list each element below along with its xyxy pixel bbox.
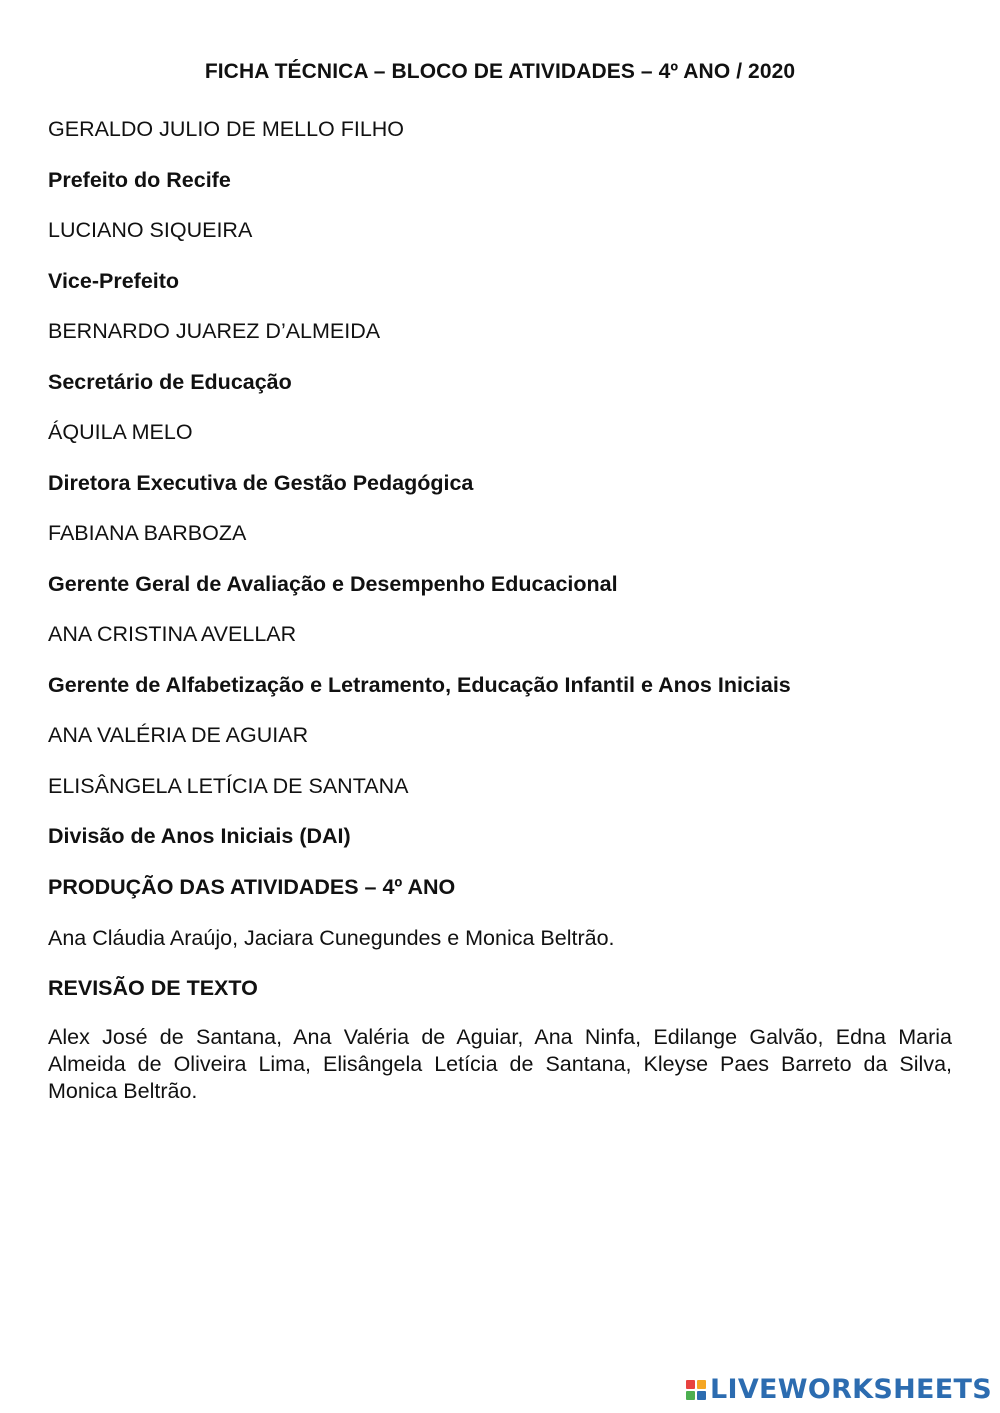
section-heading-revision: REVISÃO DE TEXTO — [48, 976, 258, 1000]
credit-name-literacy-manager: ANA CRISTINA AVELLAR — [48, 622, 297, 646]
liveworksheets-logo-icon — [686, 1380, 706, 1400]
logo-tile-green — [686, 1391, 695, 1400]
revision-authors-paragraph: Alex José de Santana, Ana Valéria de Aguiar, Ana Ninfa, Edilange Galvão, Edna Maria Almeida de Oliveira Lima, Elisângela Letícia de Santana, Kleyse Paes Barreto da Silva, Monica Beltrão. — [48, 1025, 952, 1103]
liveworksheets-wordmark: LIVEWORKSHEETS — [709, 1374, 992, 1405]
credit-name-mayor: GERALDO JULIO DE MELLO FILHO — [48, 117, 405, 141]
credit-role-director: Diretora Executiva de Gestão Pedagógica — [48, 471, 474, 495]
credit-role-mayor: Prefeito do Recife — [48, 168, 231, 192]
liveworksheets-watermark — [686, 1374, 992, 1405]
logo-tile-red — [686, 1380, 695, 1389]
section-heading-production: PRODUÇÃO DAS ATIVIDADES – 4º ANO — [48, 875, 456, 899]
credit-name-director: ÁQUILA MELO — [48, 420, 193, 444]
production-authors: Ana Cláudia Araújo, Jaciara Cunegundes e Monica Beltrão. — [48, 926, 615, 950]
credit-role-secretary: Secretário de Educação — [48, 370, 292, 394]
logo-tile-orange — [697, 1380, 706, 1389]
credit-role-general-manager: Gerente Geral de Avaliação e Desempenho Educacional — [48, 572, 618, 596]
credit-name-secretary: BERNARDO JUAREZ D’ALMEIDA — [48, 319, 381, 343]
credit-role-literacy-manager: Gerente de Alfabetização e Letramento, Educação Infantil e Anos Iniciais — [48, 673, 791, 697]
credit-name-dai-2: ELISÂNGELA LETÍCIA DE SANTANA — [48, 774, 409, 798]
credit-name-general-manager: FABIANA BARBOZA — [48, 521, 247, 545]
credit-role-dai: Divisão de Anos Iniciais (DAI) — [48, 824, 351, 848]
logo-tile-blue — [697, 1391, 706, 1400]
credit-name-vice-mayor: LUCIANO SIQUEIRA — [48, 218, 253, 242]
document-title: FICHA TÉCNICA – BLOCO DE ATIVIDADES – 4º ANO / 2020 — [204, 60, 796, 83]
credit-role-vice-mayor: Vice-Prefeito — [48, 269, 180, 293]
credit-name-dai-1: ANA VALÉRIA DE AGUIAR — [48, 723, 309, 747]
